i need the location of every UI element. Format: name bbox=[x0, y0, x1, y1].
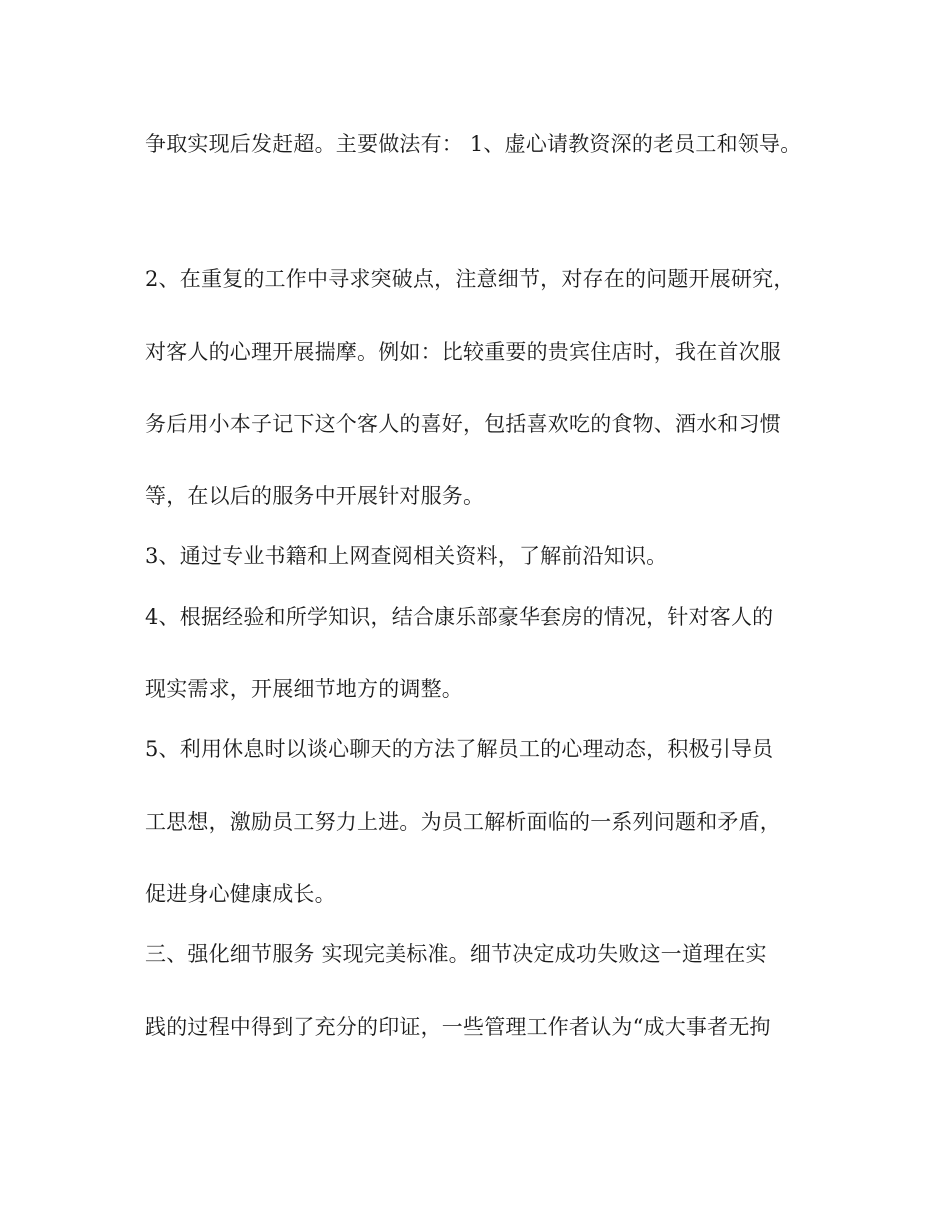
text-line: 现实需求，开展细节地方的调整。 bbox=[145, 677, 463, 701]
text-line: 对客人的心理开展揣摩。例如：比较重要的贵宾住店时，我在首次服 bbox=[145, 340, 781, 364]
text-line: 4、根据经验和所学知识，结合康乐部豪华套房的情况，针对客人的 bbox=[145, 605, 774, 629]
text-line: 3、通过专业书籍和上网查阅相关资料，了解前沿知识。 bbox=[145, 544, 668, 568]
text-line: 工思想，激励员工努力上进。为员工解析面临的一系列问题和矛盾， bbox=[145, 810, 781, 834]
text-line: 践的过程中得到了充分的印证，一些管理工作者认为“成大事者无拘 bbox=[145, 1015, 771, 1039]
text-line: 2、在重复的工作中寻求突破点，注意细节，对存在的问题开展研究， bbox=[145, 267, 795, 291]
text-line: 5、利用休息时以谈心聊天的方法了解员工的心理动态，积极引导员 bbox=[145, 737, 774, 761]
text-line: 争取实现后发赶超。主要做法有： 1、虚心请教资深的老员工和领导。 bbox=[145, 132, 802, 156]
text-line: 等，在以后的服务中开展针对服务。 bbox=[145, 484, 485, 508]
text-line: 务后用小本子记下这个客人的喜好，包括喜欢吃的食物、酒水和习惯 bbox=[145, 412, 781, 436]
text-line: 三、强化细节服务 实现完美标准。细节决定成功失败这一道理在实 bbox=[145, 942, 767, 966]
text-line: 促进身心健康成长。 bbox=[145, 882, 336, 906]
